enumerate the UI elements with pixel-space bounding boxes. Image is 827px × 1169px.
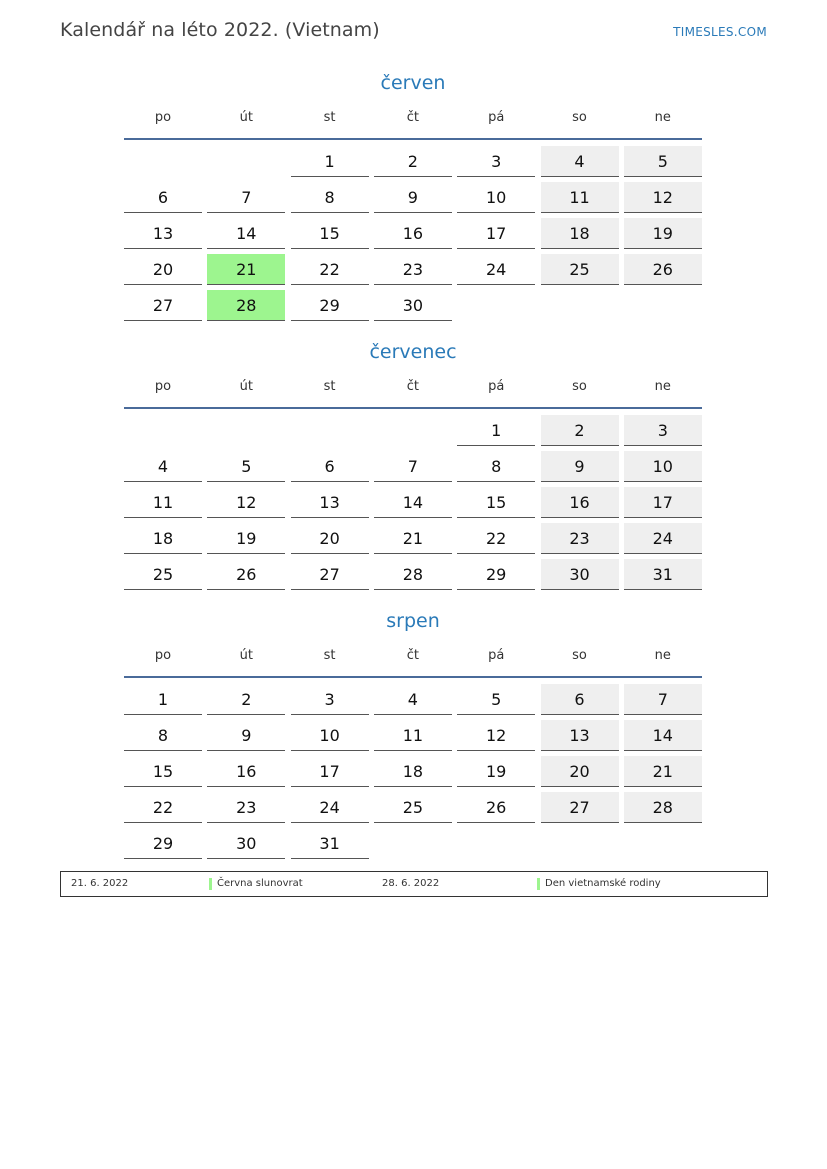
holiday-legend [60,871,768,897]
day-cell: 14 [624,720,702,751]
day-cell: 15 [457,487,535,518]
day-cell: 21 [207,254,285,285]
day-cell: 21 [624,756,702,787]
day-cell: 12 [624,182,702,213]
day-cell: 11 [541,182,619,213]
weekday-label: čt [406,379,420,394]
weekday-label: so [572,379,587,394]
month-title: červen [380,72,446,94]
day-cell: 14 [374,487,452,518]
day-cell: 25 [124,559,202,590]
weekday-label: pá [488,648,505,663]
day-cell: 29 [291,290,369,321]
day-cell: 6 [291,451,369,482]
day-cell: 17 [624,487,702,518]
weekday-header [124,104,702,140]
day-cell: 21 [374,523,452,554]
month-2 [124,606,702,853]
weekday-header [124,642,702,678]
weekday-label: st [323,379,336,394]
day-cell: 18 [541,218,619,249]
weekday-label: po [154,379,172,394]
day-cell: 19 [624,218,702,249]
day-cell: 26 [207,559,285,590]
day-cell: 11 [124,487,202,518]
day-cell: 8 [124,720,202,751]
weekday-label: pá [488,379,505,394]
day-cell: 6 [541,684,619,715]
legend-color-marker [537,878,540,890]
day-cell: 7 [207,182,285,213]
day-cell: 22 [124,792,202,823]
day-cell: 13 [124,218,202,249]
day-cell: 27 [124,290,202,321]
weekday-header [124,373,702,409]
day-cell: 1 [124,684,202,715]
day-cell: 27 [291,559,369,590]
page-title: Kalendář na léto 2022. (Vietnam) [60,19,380,41]
day-cell: 4 [374,684,452,715]
weekday-label: so [572,110,587,125]
day-cell: 13 [541,720,619,751]
day-cell: 12 [207,487,285,518]
day-cell: 28 [207,290,285,321]
day-cell: 12 [457,720,535,751]
day-cell: 10 [457,182,535,213]
day-cell: 7 [374,451,452,482]
weekday-label: út [239,110,253,125]
day-cell: 28 [624,792,702,823]
weekday-label: út [239,379,253,394]
day-cell: 16 [374,218,452,249]
day-cell: 16 [207,756,285,787]
day-cell: 5 [207,451,285,482]
weekday-label: st [323,648,336,663]
day-cell: 7 [624,684,702,715]
day-cell: 4 [124,451,202,482]
day-cell: 22 [291,254,369,285]
weekday-label: čt [406,648,420,663]
day-cell: 5 [457,684,535,715]
day-cell: 24 [457,254,535,285]
day-cell: 18 [374,756,452,787]
day-cell: 26 [624,254,702,285]
day-cell: 24 [291,792,369,823]
day-cell: 30 [374,290,452,321]
day-cell: 8 [291,182,369,213]
weekday-label: pá [488,110,505,125]
weekday-label: so [572,648,587,663]
weekday-label: čt [406,110,420,125]
day-cell: 29 [457,559,535,590]
day-cell: 28 [374,559,452,590]
day-cell: 10 [624,451,702,482]
day-cell: 17 [291,756,369,787]
site-link[interactable]: TIMESLES.COM [673,25,767,39]
day-cell: 10 [291,720,369,751]
weekday-label: ne [654,379,671,394]
day-cell: 29 [124,828,202,859]
day-cell: 17 [457,218,535,249]
day-cell: 11 [374,720,452,751]
weekday-label: út [239,648,253,663]
day-cell: 4 [541,146,619,177]
day-cell: 18 [124,523,202,554]
day-cell: 9 [207,720,285,751]
day-cell: 6 [124,182,202,213]
day-cell: 5 [624,146,702,177]
day-cell: 14 [207,218,285,249]
day-cell: 30 [207,828,285,859]
month-0 [124,68,702,315]
legend-date: 28. 6. 2022 [382,878,440,889]
day-cell: 31 [624,559,702,590]
month-title: srpen [386,610,440,632]
day-cell: 23 [207,792,285,823]
weekday-label: po [154,648,172,663]
day-cell: 3 [624,415,702,446]
weekday-label: ne [654,110,671,125]
day-cell: 30 [541,559,619,590]
day-cell: 9 [541,451,619,482]
day-cell: 8 [457,451,535,482]
day-cell: 31 [291,828,369,859]
day-cell: 23 [541,523,619,554]
day-cell: 2 [374,146,452,177]
day-cell: 27 [541,792,619,823]
day-cell: 25 [541,254,619,285]
day-cell: 13 [291,487,369,518]
day-cell: 20 [541,756,619,787]
day-cell: 2 [541,415,619,446]
day-cell: 19 [457,756,535,787]
weekday-label: st [323,110,336,125]
legend-date: 21. 6. 2022 [71,878,129,889]
day-cell: 2 [207,684,285,715]
day-cell: 15 [124,756,202,787]
weekday-label: po [154,110,172,125]
day-cell: 3 [291,684,369,715]
day-cell: 20 [124,254,202,285]
day-cell: 1 [291,146,369,177]
weekday-label: ne [654,648,671,663]
day-cell: 26 [457,792,535,823]
day-cell: 1 [457,415,535,446]
day-cell: 20 [291,523,369,554]
day-cell: 15 [291,218,369,249]
day-cell: 3 [457,146,535,177]
legend-holiday-name: Den vietnamské rodiny [545,878,661,889]
day-cell: 23 [374,254,452,285]
day-cell: 22 [457,523,535,554]
day-cell: 16 [541,487,619,518]
day-cell: 9 [374,182,452,213]
legend-color-marker [209,878,212,890]
legend-holiday-name: Června slunovrat [217,878,303,889]
month-title: červenec [369,341,457,363]
day-cell: 19 [207,523,285,554]
day-cell: 25 [374,792,452,823]
month-1 [124,337,702,584]
day-cell: 24 [624,523,702,554]
